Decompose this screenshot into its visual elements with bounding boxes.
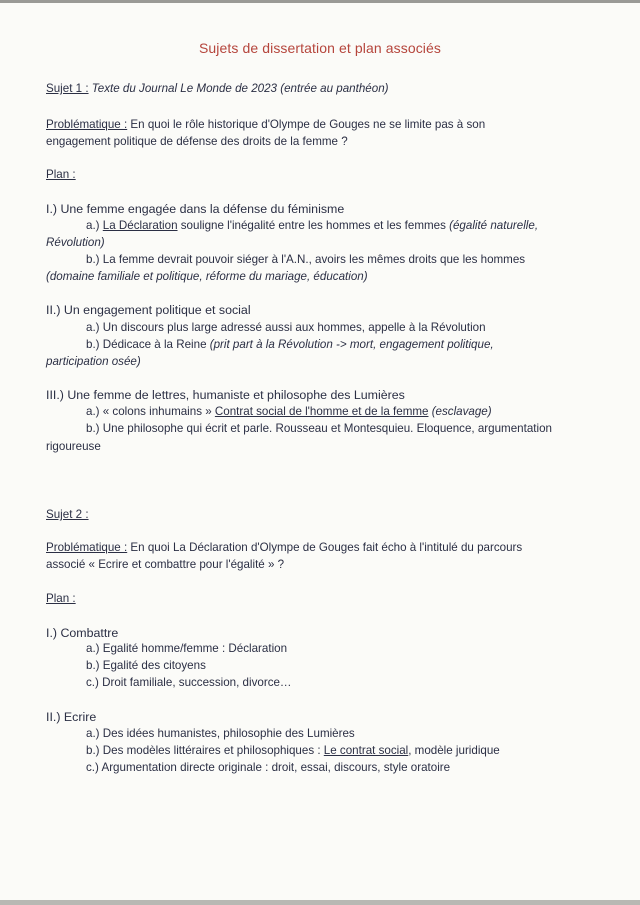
sujet2-part2-b (86, 743, 500, 759)
sujet1-part1-a (86, 218, 538, 234)
sujet1-part1-a-prefix: a.) (86, 219, 103, 232)
sujet2-part2-a: a.) Des idées humanistes, philosophie des Lumières (86, 727, 355, 740)
sujet1-part2-heading: II.) Un engagement politique et social (46, 303, 251, 317)
sujet1-part3-a-italic: (esclavage) (428, 405, 492, 418)
sujet1-part2-b-text: b.) Dédicace à la Reine (86, 338, 210, 351)
sujet2-problematique-line2: associé « Ecrire et combattre pour l'égalité » ? (46, 558, 285, 571)
sujet1-part1-heading: I.) Une femme engagée dans la défense du féminisme (46, 202, 345, 216)
sujet2-part1-heading: I.) Combattre (46, 626, 119, 640)
scan-edge-bottom (0, 900, 640, 905)
sujet1-part2-b-italic2: participation osée) (46, 355, 141, 368)
sujet1-part3-heading: III.) Une femme de lettres, humaniste et philosophe des Lumières (46, 388, 405, 402)
sujet1-part1-a-italic2: Révolution) (46, 236, 105, 249)
sujet1-part3-a-link: Contrat social de l'homme et de la femme (214, 405, 429, 418)
sujet1-part2-b-italic: (prit part à la Révolution -> mort, engagement politique, (209, 338, 494, 351)
sujet1-problematique-text: En quoi le rôle historique d'Olympe de Gouges ne se limite pas à son (127, 118, 486, 131)
sujet1-line (46, 81, 389, 97)
page-title: Sujets de dissertation et plan associés (198, 40, 442, 56)
sujet2-part2-heading: II.) Ecrire (46, 710, 97, 724)
sujet1-problematique-label: Problématique : (46, 118, 128, 131)
sujet1-part1-a-link: La Déclaration (102, 219, 178, 232)
sujet1-part3-a (86, 404, 492, 420)
sujet2-problematique-text: En quoi La Déclaration d'Olympe de Gouges fait écho à l'intitulé du parcours (127, 541, 523, 554)
sujet1-part1-b: b.) La femme devrait pouvoir siéger à l'A.N., avoirs les mêmes droits que les hommes (86, 253, 526, 266)
sujet1-part3-b: b.) Une philosophe qui écrit et parle. Rousseau et Montesquieu. Eloquence, argumentation (86, 422, 552, 435)
sujet1-part1-a-italic: (égalité naturelle, (449, 219, 539, 232)
sujet2-plan-label: Plan : (46, 592, 76, 605)
sujet1-part3-b2: rigoureuse (46, 440, 101, 453)
sujet1-plan-label: Plan : (46, 168, 76, 181)
sujet1-part1-a-text: souligne l'inégalité entre les hommes et les femmes (177, 219, 450, 232)
sujet1-part2-a: a.) Un discours plus large adressé aussi aux hommes, appelle à la Révolution (86, 321, 486, 334)
sujet2-part1-b: b.) Egalité des citoyens (86, 659, 206, 672)
sujet1-heading: Sujet 1 : (46, 82, 89, 95)
sujet1-part1-b-italic: (domaine familiale et politique, réforme du mariage, éducation) (46, 270, 368, 283)
sujet2-part2-c: c.) Argumentation directe originale : droit, essai, discours, style oratoire (86, 761, 451, 774)
scan-edge-top (0, 0, 640, 3)
sujet2-part2-b-link: Le contrat social (323, 744, 409, 757)
sujet2-part1-c: c.) Droit familiale, succession, divorce… (86, 676, 292, 689)
sujet2-part1-a: a.) Egalité homme/femme : Déclaration (86, 642, 288, 655)
sujet1-subtitle: Texte du Journal Le Monde de 2023 (entrée au panthéon) (91, 82, 389, 95)
sujet1-problematique-line1 (46, 117, 485, 133)
sujet2-problematique-line1 (46, 540, 522, 556)
sujet1-problematique-line2: engagement politique de défense des droits de la femme ? (46, 135, 348, 148)
sujet2-part2-b-prefix: b.) Des modèles littéraires et philosophiques : (86, 744, 324, 757)
sujet2-part2-b-suffix: , modèle juridique (408, 744, 500, 757)
sujet1-part3-a-prefix: a.) « colons inhumains » (86, 405, 215, 418)
sujet1-part2-b (86, 337, 494, 353)
sujet2-problematique-label: Problématique : (46, 541, 128, 554)
sujet2-heading: Sujet 2 : (46, 508, 89, 521)
